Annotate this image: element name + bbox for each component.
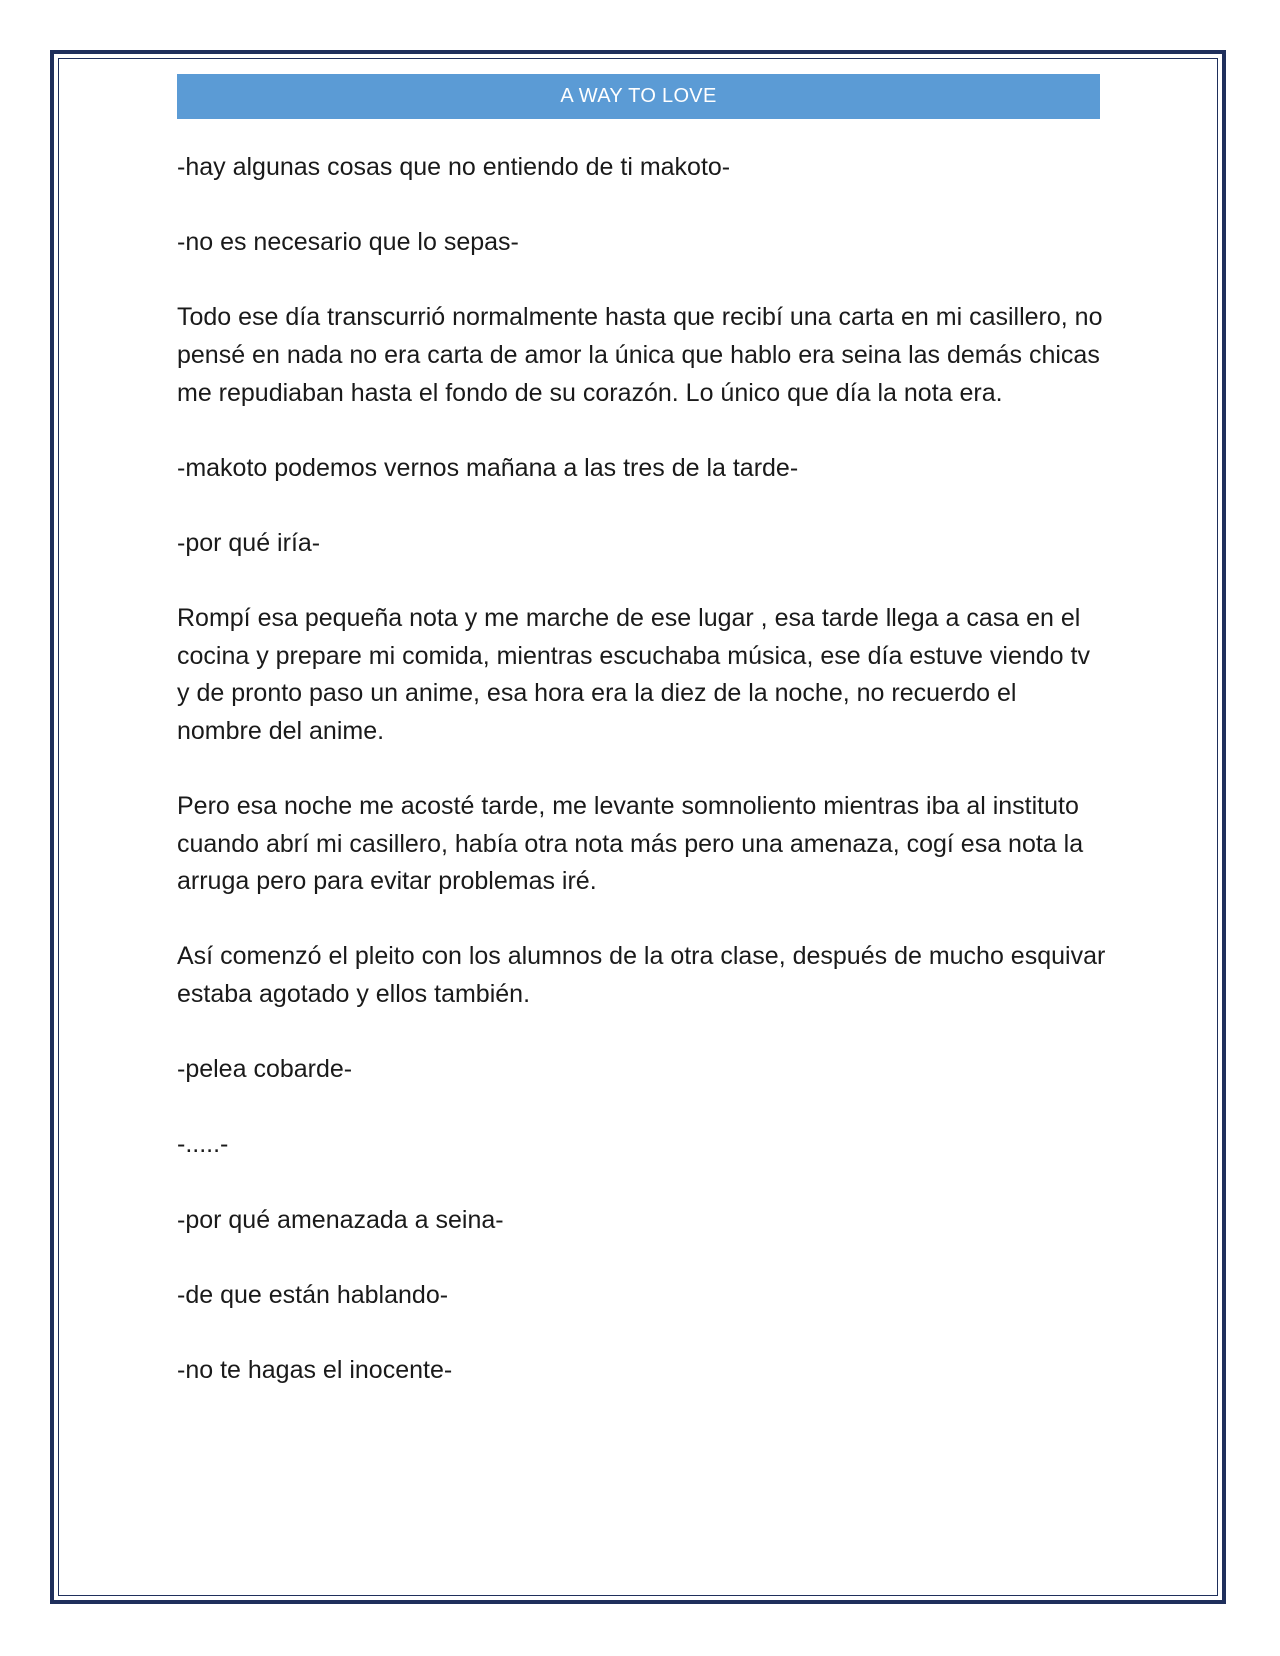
paragraph: Todo ese día transcurrió normalmente hasta que recibí una carta en mi casillero, no pensé en nada no era carta de amor la única que hablo era seina las demás chicas me repudiaban hasta el fondo de su corazón. Lo único que día la nota era. <box>177 303 1103 407</box>
paragraph: Rompí esa pequeña nota y me marche de ese lugar , esa tarde llega a casa en el cocina y prepare mi comida, mientras escuchaba música, ese día estuve viendo tv y de pronto paso un anime, esa hora era la diez de la noche, no recuerdo el nombre del anime. <box>177 604 1090 745</box>
paragraph: -por qué iría- <box>177 528 321 557</box>
paragraph: -makoto podemos vernos mañana a las tres de la tarde- <box>177 453 799 482</box>
paragraph: -no te hagas el inocente- <box>177 1356 453 1384</box>
paragraph: -hay algunas cosas que no entiendo de ti makoto- <box>177 153 731 181</box>
paragraph: -de que están hablando- <box>177 1280 449 1309</box>
paragraph: Pero esa noche me acosté tarde, me levante somnoliento mientras iba al instituto cuando abrí mi casillero, había otra nota más pero una amenaza, cogí esa nota la arruga pero para evitar problemas iré. <box>177 792 1084 896</box>
paragraph: -.....- <box>177 1130 229 1159</box>
document-header <box>177 74 1100 119</box>
document-body <box>177 149 1107 1427</box>
paragraph: -no es necesario que lo sepas- <box>177 228 519 257</box>
paragraph: -por qué amenazada a seina- <box>177 1205 504 1234</box>
paragraph: Así comenzó el pleito con los alumnos de la otra clase, después de mucho esquivar estaba agotado y ellos también. <box>177 942 1106 1009</box>
document-title: A WAY TO LOVE <box>560 85 717 107</box>
paragraph: -pelea cobarde- <box>177 1055 353 1084</box>
